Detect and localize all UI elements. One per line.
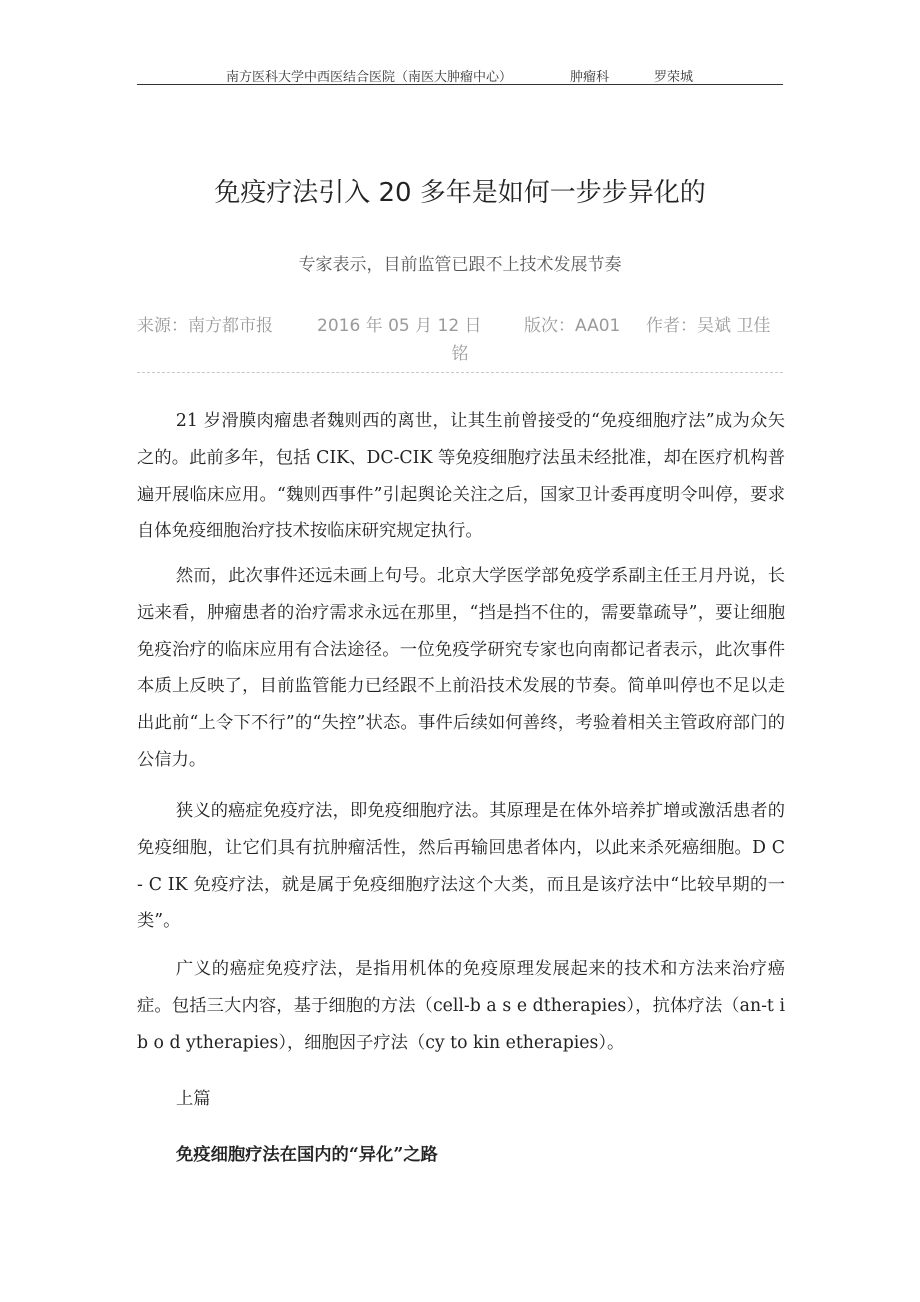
article-meta — [137, 312, 783, 368]
paragraph-1: 21 岁滑膜肉瘤患者魏则西的离世，让其生前曾接受的“免疫细胞疗法”成为众矢之的。此前多年，包括 CIK、DC-CIK 等免疫细胞疗法虽未经批准，却在医疗机构普遍开展临床应用。“魏则西事件”引起舆论关注之后，国家卫计委再度明令叫停，要求自体免疫细胞治疗技术按临床研究规定执行。 — [137, 411, 785, 542]
meta-author-continued: 铭 — [451, 344, 469, 364]
meta-edition: 版次：AA01 — [524, 316, 621, 336]
page-header — [137, 62, 783, 85]
meta-date: 2016 年 05 月 12 日 — [317, 316, 482, 336]
meta-row — [137, 312, 783, 340]
paragraph-4: 广义的癌症免疫疗法，是指用机体的免疫原理发展起来的技术和方法来治疗癌症。包括三大内容，基于细胞的方法（cell-b a s e dtherapies），抗体疗法（an-t i b o d ytherapies），细胞因子疗法（cy to kin etherapies）。 — [137, 959, 785, 1053]
article-subtitle: 专家表示，目前监管已跟不上技术发展节奏 — [298, 255, 622, 275]
paragraph-3: 狭义的癌症免疫疗法，即免疫细胞疗法。其原理是在体外培养扩增或激活患者的免疫细胞，让它们具有抗肿瘤活性，然后再输回患者体内，以此来杀死癌细胞。D C - C IK 免疫疗法，就是属于免疫细胞疗法这个大类，而且是该疗法中“比较早期的一类”。 — [137, 801, 785, 932]
section-heading: 免疫细胞疗法在国内的“异化”之路 — [176, 1145, 438, 1165]
meta-author: 作者：吴斌 卫佳 — [646, 316, 771, 336]
dashed-divider — [137, 372, 783, 373]
header-department: 肿瘤科 — [570, 70, 610, 85]
section-label: 上篇 — [176, 1089, 211, 1109]
meta-source: 来源：南方都市报 — [137, 316, 273, 336]
article-title: 免疫疗法引入 20 多年是如何一步步异化的 — [214, 178, 706, 208]
paragraph-2: 然而，此次事件还远未画上句号。北京大学医学部免疫学系副主任王月丹说，长远来看，肿瘤患者的治疗需求永远在那里，“挡是挡不住的，需要靠疏导”，要让细胞免疫治疗的临床应用有合法途径。一位免疫学研究专家也向南都记者表示，此次事件本质上反映了，目前监管能力已经跟不上前沿技术发展的节奏。简单叫停也不足以走出此前“上令下不行”的“失控”状态。事件后续如何善终，考验着相关主管政府部门的公信力。 — [137, 566, 785, 770]
header-author: 罗荣城 — [654, 70, 694, 85]
header-hospital: 南方医科大学中西医结合医院（南医大肿瘤中心） — [226, 70, 513, 85]
article-body — [137, 403, 785, 1061]
